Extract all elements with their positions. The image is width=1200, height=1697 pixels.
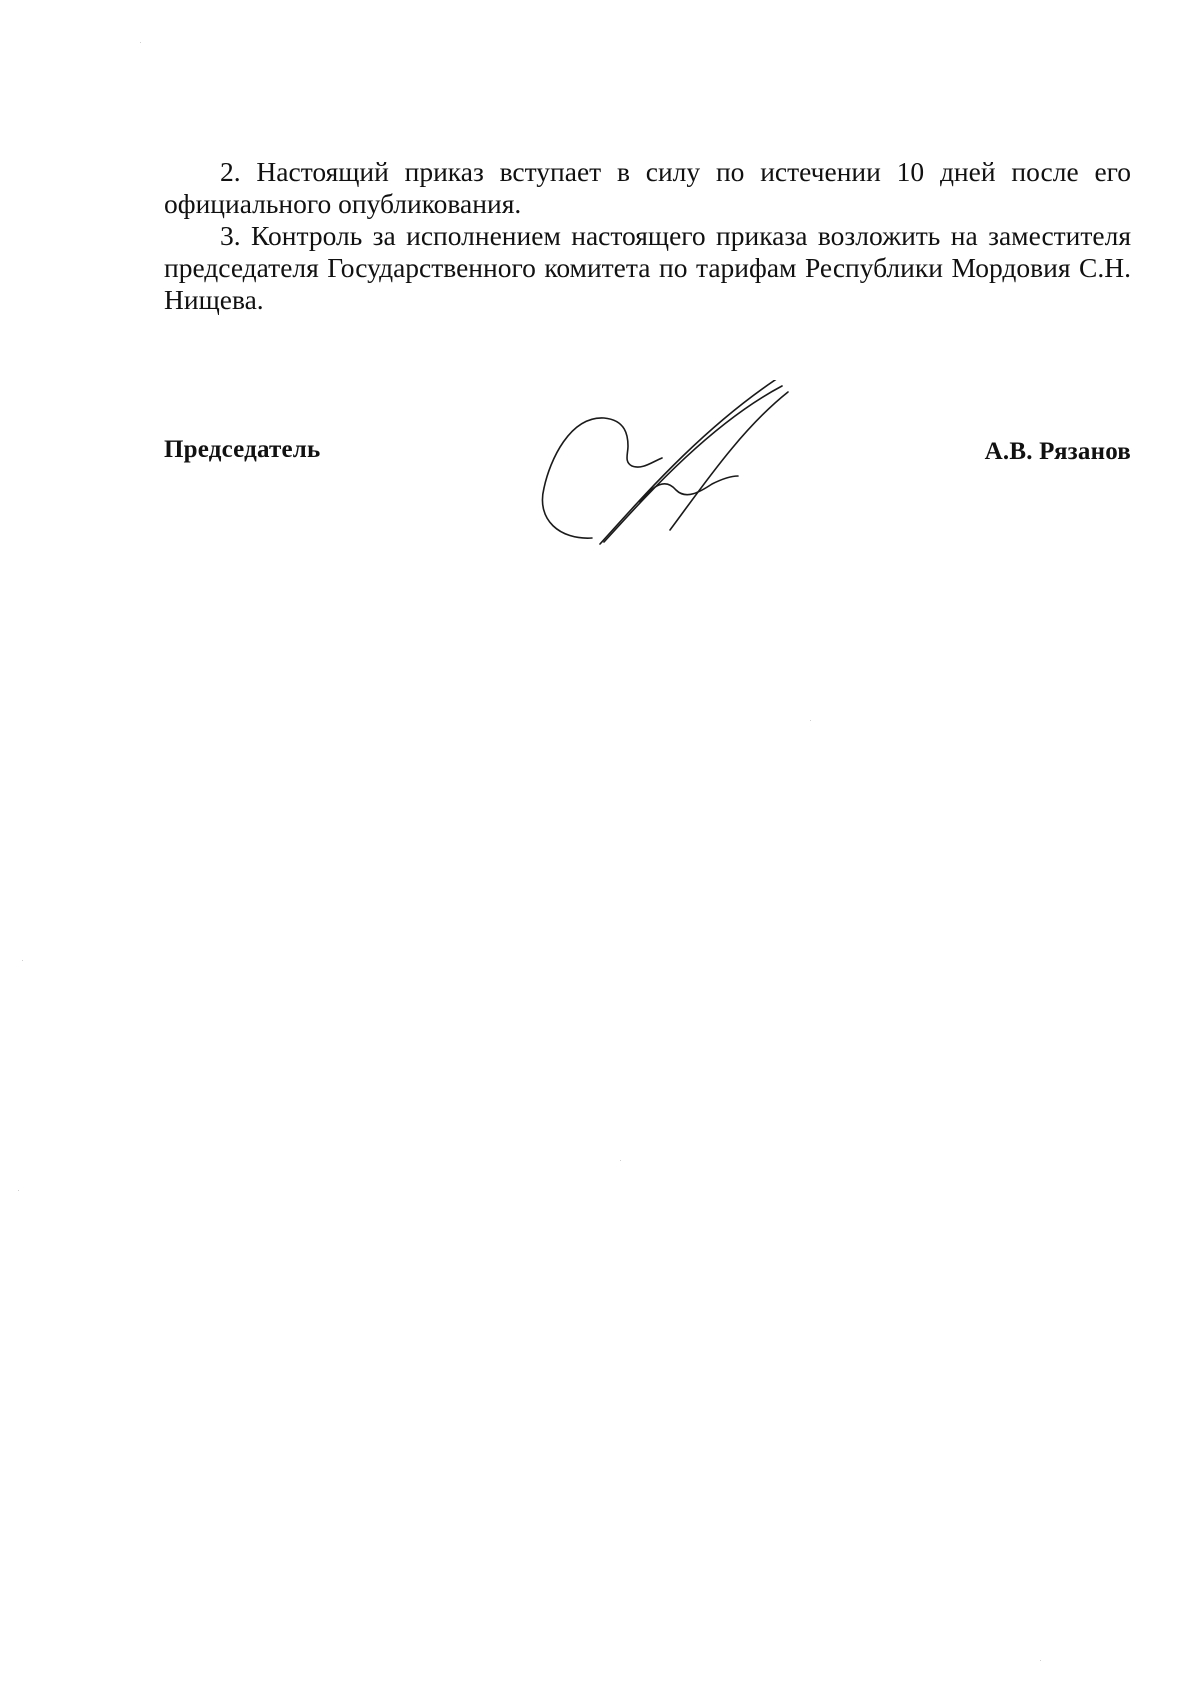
signatory-name: А.В. Рязанов [984,438,1131,465]
order-body [164,156,1131,316]
paragraph-2: 2. Настоящий приказ вступает в силу по истечении 10 дней после его официального опубликования. [164,156,1131,219]
handwritten-signature-icon [500,380,800,560]
paragraph-3: 3. Контроль за исполнением настоящего приказа возложить на заместителя председателя Государственного комитета по тарифам Республики Мордовия С.Н. Нищева. [164,220,1131,315]
signatory-title: Председатель [164,436,321,463]
signature-block [164,380,1131,560]
